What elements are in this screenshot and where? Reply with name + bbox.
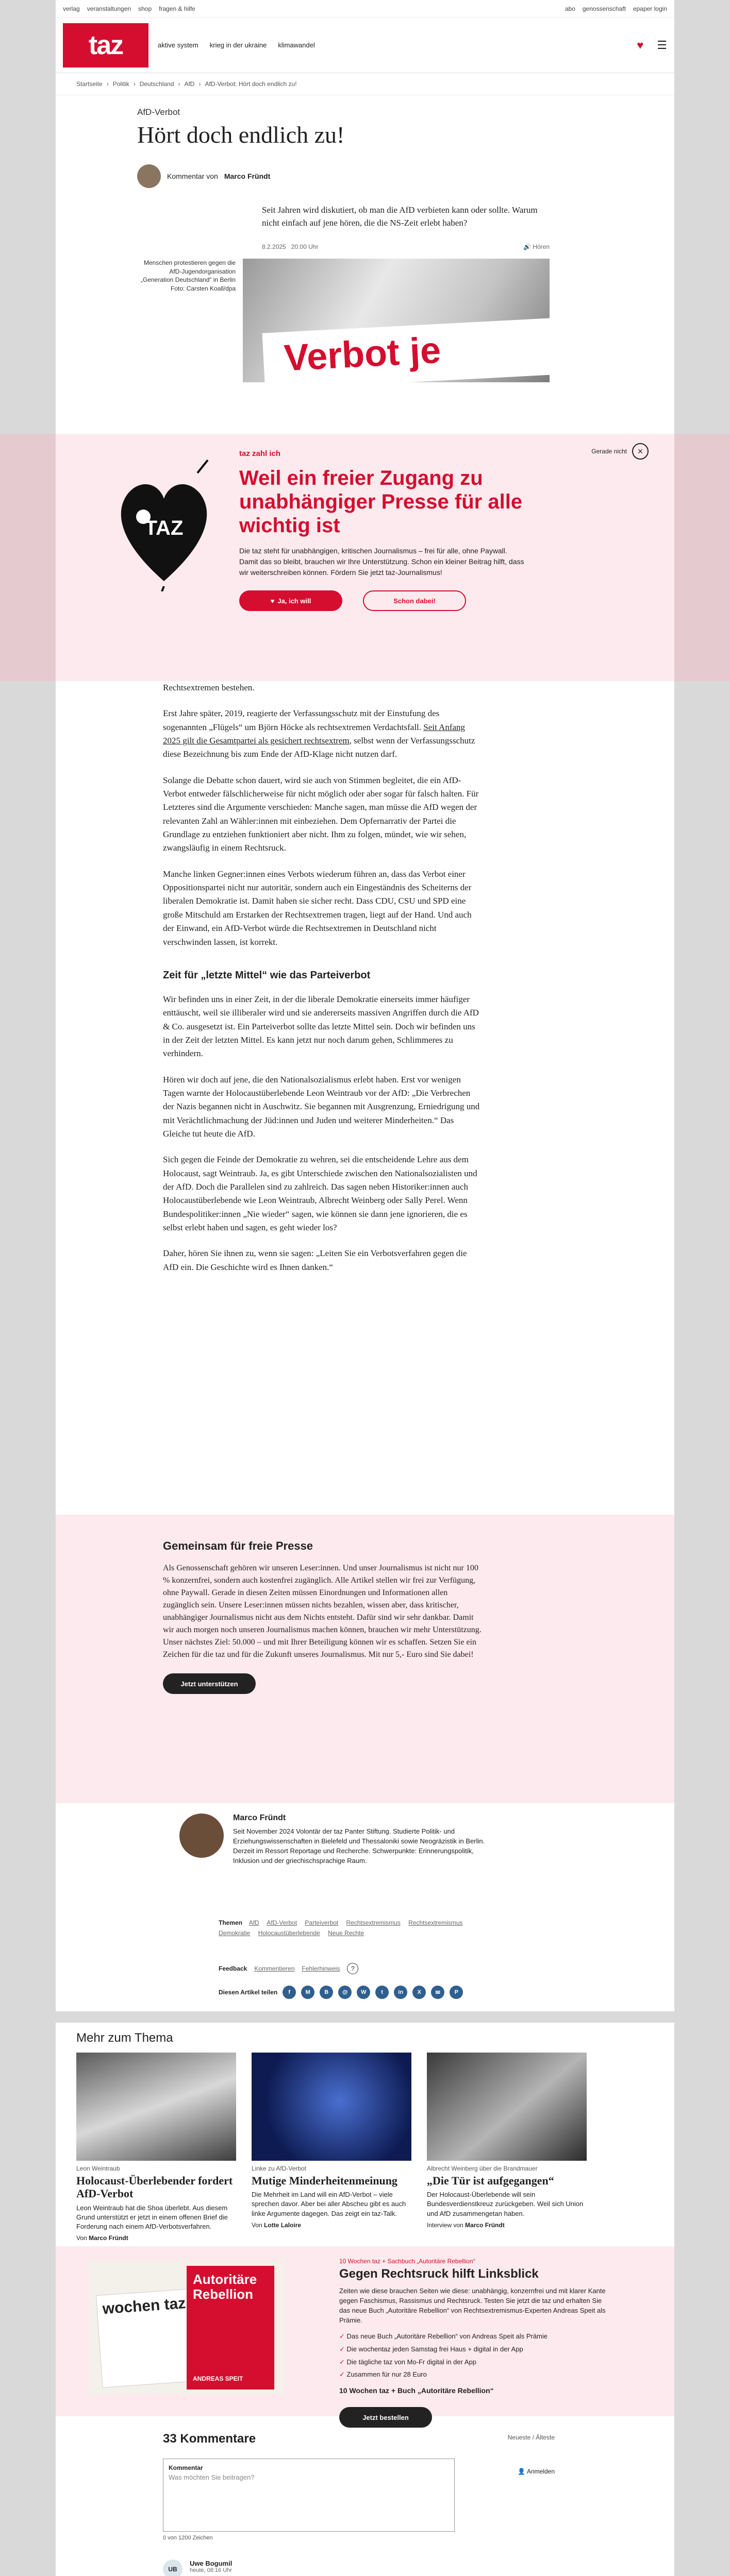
article-time: 20:00 Uhr [291,243,319,250]
tag-link[interactable]: Rechtsextremismus [408,1919,463,1926]
article-meta [262,243,550,250]
main-nav [158,41,315,49]
promo-final: 10 Wochen taz + Buch „Autoritäre Rebellion“ [339,2386,494,2395]
author-box-avatar[interactable] [179,1814,224,1858]
cover-paper-title: wochen taz [102,2295,187,2318]
order-button[interactable]: Jetzt bestellen [339,2407,432,2428]
already-member-button[interactable]: Schon dabei! [363,590,466,611]
paywall-text: Die taz steht für unabhängigen, kritischen Journalismus – frei für alle, ohne Paywall. Damit das so bleibt, brauchen wir Ihre Unterstützung. Schon ein kleiner Beitrag hilft, dass wir weiterschreiben können. Fördern Sie jetzt taz-Journalismus! [239,547,524,577]
support-yes-label: Ja, ich will [277,597,311,605]
whatsapp-icon[interactable]: W [357,1986,370,1999]
support-yes-button[interactable] [239,590,342,611]
tag-link[interactable]: AfD [248,1919,259,1926]
char-counter: 0 von 1200 Zeichen [163,2535,213,2541]
share-row [219,1986,463,1999]
related-card-byline [76,2234,236,2242]
support-now-button[interactable]: Jetzt unterstützen [163,1673,256,1694]
author-prefix: Kommentar von [167,172,218,180]
related-card-byline [252,2222,411,2229]
cover-book-author: ANDREAS SPEIT [193,2375,243,2382]
related-card-desc: Der Holocaust-Überlebende will sein Bundesverdienstkreuz zurückgeben. Weil sich Union und AfD zusammengetan haben. [427,2191,584,2217]
taz-heart-icon [112,457,215,591]
comment-input[interactable] [163,2459,455,2532]
print-icon[interactable]: P [450,1986,463,1999]
body-paragraph: Sich gegen die Feinde der Demokratie zu wehren, sei die entscheidende Lehre aus dem Holocaust, sagt Weintraub. Ja, es gibt Unterschiede zwischen den Nationalsozialisten und der AfD. Doch die Parallelen sind zu zahlreich. Das sagen neben Historiker:innen auch Holocaustüberlebende wie Leon Weintraub, Albrecht Weinberg oder Sally Perel. Wenn Bundespolitiker:innen „Nie wieder“ sagen, wie können sie dann jene ignorieren, die es selbst erlebt haben und sagen, es geht wieder los? [163,1155,477,1232]
paywall-panel [56,434,674,681]
related-card-image [252,2053,411,2161]
article-kicker: AfD-Verbot [137,107,180,117]
paywall-headline: Weil ein freier Zugang zu unabhängiger Presse für alle wichtig ist [239,467,523,537]
heart-letters: TAZ [144,517,184,539]
comment-date: heute, 08:16 Uhr [190,2567,232,2573]
body-link[interactable]: Seit Anfang 2025 gilt die Gesamtpartei als gesichert rechtsextrem [163,722,466,746]
body-paragraph: Manche linken Gegner:innen eines Verbots wiederum führen an, dass das Verbot einer Oppositionspartei nicht nur autoritär, sondern auch ein Eingeständnis des Scheiterns der liberalen Demokratie ist. Damit haben sie sicher recht. Dass CDU, CSU und SPD eine große Mitschuld am Erstarken der Rechtsextremen tragen, liegt auf der Hand. Und auch der Einwand, ein AfD-Verbot würde die Rechtsextremen in Deutschland nicht verschwinden lassen, ist korrekt. [163,869,472,947]
byline-author: Marco Fründt [89,2234,128,2242]
heart-icon: ♥ [270,597,275,605]
article-body [163,681,483,1286]
related-card[interactable] [252,2053,411,2229]
chevron-right-icon: › [178,80,180,88]
telegram-icon[interactable]: t [375,1986,389,1999]
promo-text: Zeiten wie diese brauchen Seiten wie diese: unabhängig, konzernfrei und mit klarer Kante gegen Faschismus, Rassismus und Rechtsruck. Testen Sie jetzt die taz und erhalten Sie das neue Buch „Autoritäre Rebellion“ von Rechtsextremismus-Experten Andreas Speit als Prämie. [339,2287,606,2324]
promo-headline: Gegen Rechtsruck hilft Linksblick [339,2267,539,2281]
paywall-content [239,449,528,611]
comments-section [163,2432,555,2576]
mail-icon[interactable]: ✉ [431,1986,444,1999]
x-icon[interactable]: X [412,1986,426,1999]
topnav-link-help[interactable]: fragen & hilfe [159,5,195,12]
topnav-link-events[interactable]: veranstaltungen [87,5,131,12]
topnav-link-abo[interactable]: abo [565,5,575,12]
related-card-title: Holocaust-Überlebender fordert AfD-Verbot [76,2174,233,2200]
promo-box [56,2246,674,2421]
promo-list [339,2330,607,2381]
article-image-row [137,259,550,382]
comment-item [163,2560,555,2576]
paywall-close[interactable] [591,443,649,460]
byline-prefix: Interview von [427,2221,463,2229]
site-header [56,18,674,73]
breadcrumb [56,73,674,95]
related-title: Mehr zum Thema [76,2031,173,2045]
body-paragraph: Wir befinden uns in einer Zeit, in der die liberale Demokratie einerseits immer häufiger enttäuscht, weil sie illiberaler wird und sie andererseits massiven Angriffen durch die AfD & Co. ausgesetzt ist. Ein Parteiverbot sollte das letzte Mittel sein. Doch wir befinden uns in der Zeit der letzten Mittel. Es kann jetzt nur noch darum gehen, Schlimmeres zu verhindern. [163,994,479,1059]
breadcrumb-deutschland[interactable]: Deutschland [139,80,174,88]
related-card-title: Mutige Minderheitenmeinung [252,2174,397,2187]
login-link[interactable] [518,2468,555,2475]
author-box [179,1814,489,1866]
body-paragraph: Hören wir doch auf jene, die den Nationalsozialismus erlebt haben. Erst vor wenigen Tagen warnte der Holocaustüberlebende Leon Weintraub vor der AfD: „Die Verbrechen der Nazis begannen nicht in Auschwitz. Sie begannen mit Ausgrenzung, Erniedrigung und mit Verächtlichmachung der Jüd:innen und Juden und weiterer Minderheiten.“ Das Gleiche tut heute die AfD. [163,1074,480,1139]
body-paragraph: Rechtsextremen bestehen. [163,683,255,692]
bluesky-icon[interactable]: B [320,1986,333,1999]
byline-prefix: Von [252,2221,262,2229]
share-label: Diesen Artikel teilen [219,1989,278,1996]
comment-input-label: Kommentar [169,2464,203,2471]
byline-author: Marco Fründt [465,2221,505,2229]
top-nav [56,0,674,18]
author-box-bio: Seit November 2024 Volontär der taz Panter Stiftung. Studierte Politik- und Erziehungswissenschaften in Bielefeld und Thessaloniki sowie Neogräzistik in Berlin. Derzeit im Ressort Reportage und Recherche. Schwerpunkte: Erinnerungspolitik, Inklusion und der griechischsprachige Raum. [233,1827,485,1865]
topnav-link-verlag[interactable]: verlag [63,5,80,12]
article-date: 8.2.2025 [262,243,286,250]
feedback-row [219,1963,358,1974]
byline-prefix: Von [76,2234,87,2242]
chevron-right-icon: › [133,80,136,88]
nav-item-climate[interactable]: klimawandel [278,41,315,49]
photo-banner [262,318,550,382]
related-card-image [76,2053,236,2161]
breadcrumb-home[interactable]: Startseite [76,80,103,88]
paywall-overlay [0,434,730,681]
section-separator [0,2011,730,2023]
promo-small: 10 Wochen taz + Sachbuch „Autoritäre Rebellion“ [339,2258,475,2265]
mastodon-icon[interactable]: M [301,1986,314,1999]
help-icon[interactable]: ? [347,1963,358,1974]
comment-avatar: UB [163,2560,182,2576]
speaker-icon: 🔊 [523,243,531,250]
facebook-icon[interactable]: f [283,1986,296,1999]
threads-icon[interactable]: @ [338,1986,352,1999]
error-report-link[interactable]: Fehlerhinweis [302,1965,340,1972]
listen-button[interactable] [523,243,550,250]
user-icon: 👤 [518,2468,526,2475]
promo-item: ✓ Die wochentaz jeden Samstag frei Haus + digital in der App [339,2343,607,2356]
tag-link[interactable]: AfD-Verbot [267,1919,297,1926]
related-card[interactable] [427,2053,587,2229]
topnav-link-shop[interactable]: shop [138,5,152,12]
nav-item-ukraine[interactable]: krieg in der ukraine [209,41,267,49]
chevron-right-icon: › [106,80,109,88]
promo-info [339,2258,607,2428]
topnav-link-coop[interactable]: genossenschaft [582,5,626,12]
author-box-name[interactable]: Marco Fründt [233,1814,286,1822]
breadcrumb-current: AfD-Verbot: Hört doch endlich zu! [205,80,297,88]
paywall-brand: taz zahl ich [239,449,281,458]
related-card-image [427,2053,587,2161]
byline-author: Lotte Laloire [264,2221,302,2229]
related-articles [56,2023,674,2242]
photo-banner-text: Verbot je [283,329,442,379]
related-card-kicker: Linke zu AfD-Verbot [252,2165,307,2172]
breadcrumb-afd[interactable]: AfD [184,80,195,88]
body-paragraph [163,707,483,761]
body-paragraph: Solange die Debatte schon dauert, wird sie auch von Stimmen begleitet, die ein AfD-Verbot entweder fälschlicherweise für nicht möglich oder aber sogar für falsch halten. Für Letzteres sind die Argumente verschieden: Manche sagen, man müsse die AfD wegen der relevanten Zahl an Wähler:innen mit einbeziehen. Dem Opfernarrativ der Partei die Grundlage zu entziehen funktioniert aber nicht. Ihm zu folgen, mündet, wie wir sehen, zwangsläufig in einem Rechtsruck. [163,775,479,853]
chevron-right-icon: › [198,80,201,88]
topnav-link-epaper[interactable]: epaper login [633,5,667,12]
body-text: Erst Jahre später, 2019, reagierte der Verfassungsschutz mit der Einstufung des sogenannten „Flügels“ um Björn Höcke als rechtsextremen Verdachtsfall. [163,708,440,732]
article-lead: Seit Jahren wird diskutiert, ob man die AfD verbieten kann oder sollte. Warum nicht einfach auf jene hören, die die NS-Zeit erlebt haben? [262,205,538,228]
close-icon[interactable]: × [632,443,649,460]
comments-sort[interactable]: Neueste / Älteste [507,2434,555,2441]
related-card[interactable] [76,2053,236,2242]
free-press-title: Gemeinsam für freie Presse [163,1539,313,1552]
free-press-text: Als Genossenschaft gehören wir unseren Leser:innen. Und unser Journalismus ist nicht nur 100 % konzernfrei, sondern auch kostenfrei zugänglich. Alle Artikel stellen wir frei zur Verfügung, ohne Paywall. Gerade in diesen Zeiten müssen Einordnungen und Informationen allen zugänglich sein. Unsere Leser:innen müssen nichts bezahlen, wissen aber, dass kritischer, unabhängiger Journalismus nicht aus dem Nichts entsteht. Dafür sind wir sehr dankbar. Damit wir auch morgen noch unseren Journalismus machen können, brauchen wir mehr Unterstützung. Unser nächstes Ziel: 50.000 – und mit Ihrer Beteiligung können wir es schaffen. Setzen Sie ein Zeichen für die taz und für die Zukunft unseres Journalismus. Mit nur 5,- Euro sind Sie dabei! [163,1564,482,1659]
related-card-desc: Leon Weintraub hat die Shoa überlebt. Aus diesem Grund unterstützt er jetzt in einem offenen Brief die Forderung nach einem AfD-Verbotsverfahren. [76,2204,228,2230]
promo-item: ✓ Das neue Buch „Autoritäre Rebellion“ von Andreas Speit als Prämie [339,2330,607,2343]
taz-logo[interactable] [63,23,148,67]
comment-placeholder: Was möchten Sie beitragen? [169,2473,255,2481]
free-press-box [56,1515,674,1803]
related-card-kicker: Leon Weintraub [76,2165,120,2172]
linkedin-icon[interactable]: in [394,1986,407,1999]
feedback-label: Feedback [219,1965,247,1972]
tag-link[interactable]: Neue Rechte [328,1929,364,1937]
article-photo [243,259,550,382]
promo-item: ✓ Zusammen für nur 28 Euro [339,2368,607,2381]
tag-link[interactable]: Demokratie [219,1929,251,1937]
article-title: Hört doch endlich zu! [137,122,345,148]
topic-tags [219,1918,507,1939]
listen-label: Hören [533,243,550,250]
related-card-byline [427,2222,587,2229]
menu-icon[interactable]: ☰ [657,38,667,52]
author-line [137,164,550,188]
logo-text: taz [88,30,123,60]
cover-book [187,2266,274,2389]
comments-title: 33 Kommentare [163,2432,256,2446]
paywall-close-label: Gerade nicht [591,448,627,455]
tag-link[interactable]: Rechtsextremismus [346,1919,401,1926]
tags-label: Themen [219,1919,243,1926]
related-card-title: „Die Tür ist aufgegangen“ [427,2174,554,2187]
article-header [137,107,550,382]
body-subheading: Zeit für „letzte Mittel“ wie das Parteiverbot [163,969,371,981]
body-paragraph: Daher, hören Sie ihnen zu, wenn sie sagen: „Leiten Sie ein Verbotsverfahren gegen die AfD ein. Die Geschichte wird es Ihnen danken.“ [163,1248,467,1272]
cover-book-title: Autoritäre Rebellion [193,2272,257,2302]
breadcrumb-politik[interactable]: Politik [112,80,129,88]
tag-link[interactable]: Parteiverbot [305,1919,339,1926]
heart-icon[interactable]: ♥ [637,38,644,52]
author-name[interactable]: Marco Fründt [224,172,271,180]
header-icons [637,39,667,52]
login-label: Anmelden [526,2468,555,2475]
related-card-kicker: Albrecht Weinberg über die Brandmauer [427,2165,538,2172]
image-caption: Menschen protestieren gegen die AfD-Jugendorganisation „Generation Deutschland“ in Berlin Foto: Carsten Koall/dpa [140,259,236,293]
tag-link[interactable]: Holocaustüberlebende [258,1929,320,1937]
related-card-desc: Die Mehrheit im Land will ein AfD-Verbot – viele sprechen davor. Aber bei aller Abscheu gibt es auch linke Argumente dagegen. Das zeigt ein taz-Talk. [252,2191,406,2217]
promo-item: ✓ Die tägliche taz von Mo-Fr digital in der App [339,2356,607,2369]
comment-link[interactable]: Kommentieren [254,1965,295,1972]
nav-item-active-system[interactable]: aktive system [158,41,198,49]
promo-cover[interactable] [89,2261,285,2395]
author-avatar[interactable] [137,164,161,188]
comment-author: Uwe Bogumil [190,2560,233,2567]
body-text: , selbst wenn der Verfassungsschutz diese Bezeichnung bis zum Ende der AfD-Klage nicht nutzen darf. [163,736,475,759]
